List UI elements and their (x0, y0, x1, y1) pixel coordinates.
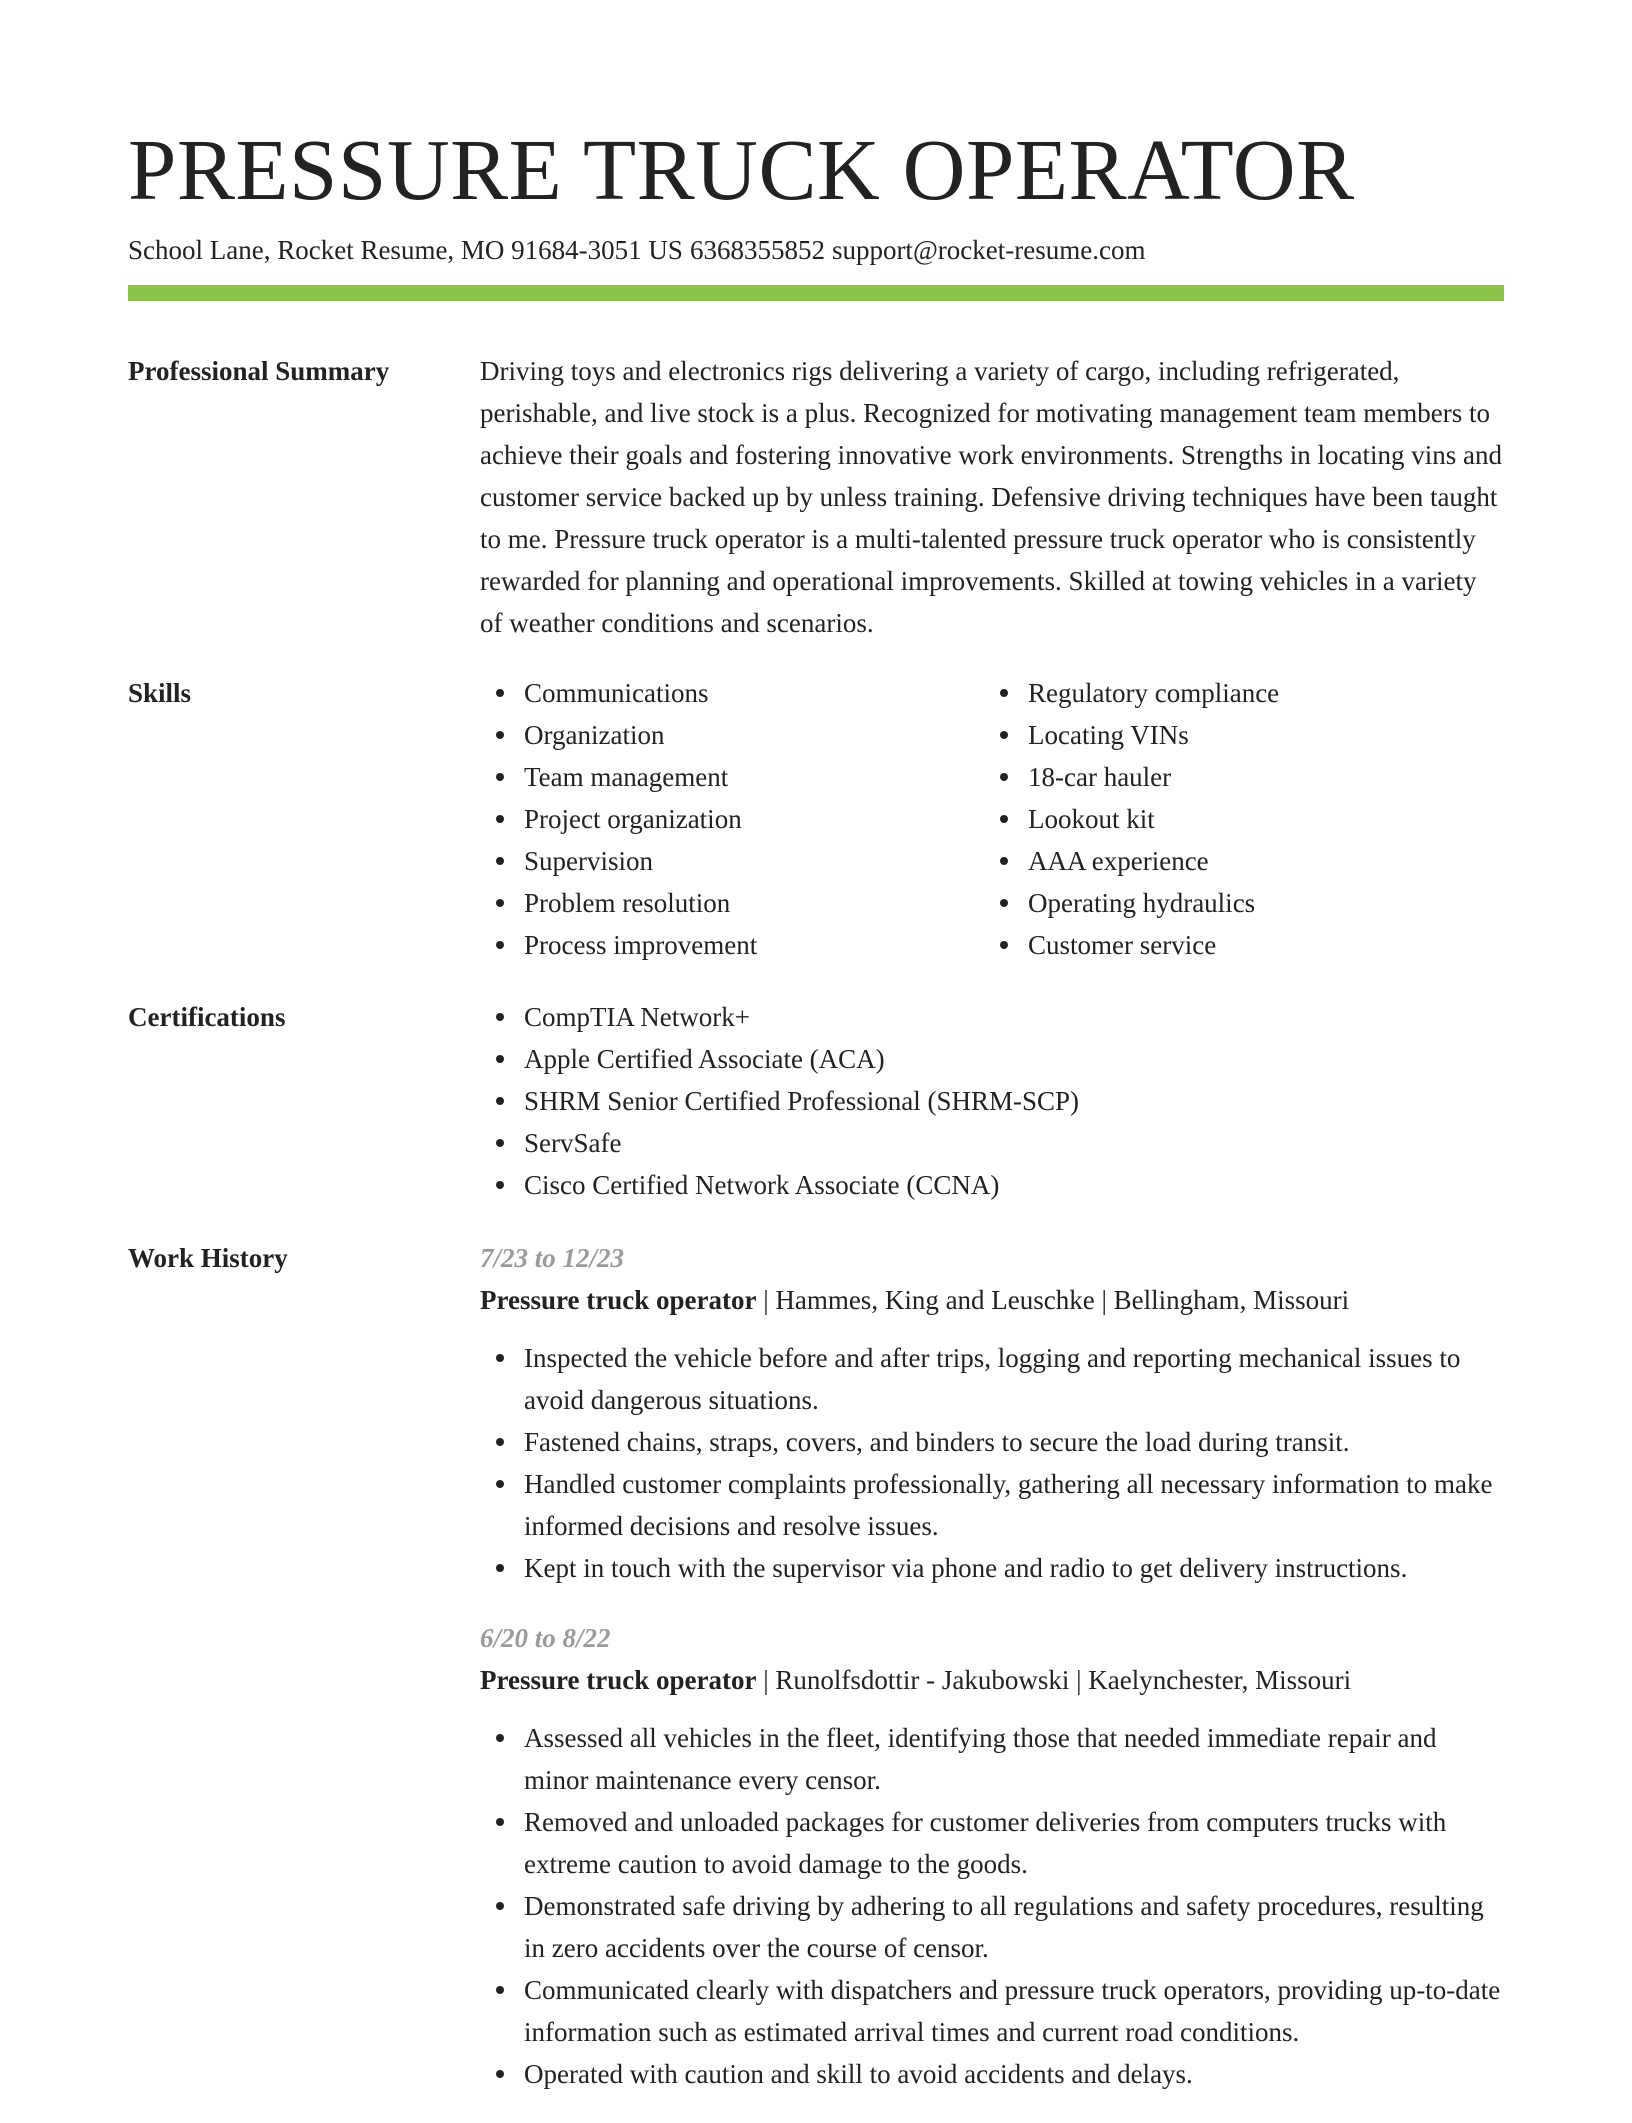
skill-item: Lookout kit (984, 798, 1488, 840)
job-duties-list (480, 1717, 1504, 2095)
certification-item: Apple Certified Associate (ACA) (480, 1038, 1504, 1080)
skill-item: Customer service (984, 924, 1488, 966)
section-label: Work History (128, 1243, 288, 1273)
job-location: | Kaelynchester, Missouri (1069, 1665, 1352, 1695)
job-duty-item: Fastened chains, straps, covers, and binders to secure the load during transit. (480, 1421, 1504, 1463)
job-duty-item: Communicated clearly with dispatchers and pressure truck operators, providing up-to-date information such as estimated arrival times and current road conditions. (480, 1969, 1504, 2053)
certifications-list (480, 996, 1504, 1206)
certification-item: CompTIA Network+ (480, 996, 1504, 1038)
header-divider (128, 285, 1504, 301)
job-dates: 7/23 to 12/23 (480, 1243, 625, 1273)
certification-item: Cisco Certified Network Associate (CCNA) (480, 1164, 1504, 1206)
job-duty-item: Handled customer complaints professionally, gathering all necessary information to make informed decisions and resolve issues. (480, 1463, 1504, 1547)
contact-line (128, 232, 1504, 268)
work-history-body (480, 1237, 1504, 2123)
job-duties-list (480, 1337, 1504, 1589)
job-duty-item: Kept in touch with the supervisor via phone and radio to get delivery instructions. (480, 1547, 1504, 1589)
skill-item: Regulatory compliance (984, 672, 1488, 714)
section-label: Professional Summary (128, 356, 390, 386)
skill-item: Communications (480, 672, 984, 714)
candidate-name: PRESSURE TRUCK OPERATOR (128, 121, 1355, 218)
job-dates: 6/20 to 8/22 (480, 1623, 611, 1653)
contact-address: School Lane, Rocket Resume, MO 91684-3051 US (128, 235, 683, 265)
certification-item: SHRM Senior Certified Professional (SHRM-SCP) (480, 1080, 1504, 1122)
skill-item: Process improvement (480, 924, 984, 966)
job-heading (480, 1279, 1504, 1321)
skill-item: Locating VINs (984, 714, 1488, 756)
skill-item: Supervision (480, 840, 984, 882)
job-heading (480, 1659, 1504, 1701)
section-label: Certifications (128, 1002, 286, 1032)
certifications-body (480, 996, 1504, 1206)
contact-phone: 6368355852 (689, 235, 825, 265)
job-company: | Hammes, King and Leuschke (756, 1285, 1095, 1315)
job-duty-item: Operated with caution and skill to avoid accidents and delays. (480, 2053, 1504, 2095)
skill-item: Organization (480, 714, 984, 756)
section-label: Skills (128, 678, 192, 708)
certification-item: ServSafe (480, 1122, 1504, 1164)
skill-item: Project organization (480, 798, 984, 840)
job-duty-item: Inspected the vehicle before and after trips, logging and reporting mechanical issues to avoid dangerous situations. (480, 1337, 1504, 1421)
skill-item: Team management (480, 756, 984, 798)
job-entry (480, 1617, 1504, 2095)
job-title: Pressure truck operator (480, 1665, 757, 1695)
job-duty-item: Assessed all vehicles in the fleet, identifying those that needed immediate repair and minor maintenance every censor. (480, 1717, 1504, 1801)
skill-item: 18-car hauler (984, 756, 1488, 798)
skill-item: Operating hydraulics (984, 882, 1488, 924)
job-entry (480, 1237, 1504, 1589)
skill-item: AAA experience (984, 840, 1488, 882)
job-duty-item: Removed and unloaded packages for customer deliveries from computers trucks with extreme caution to avoid damage to the goods. (480, 1801, 1504, 1885)
skills-columns (480, 672, 1504, 966)
skill-item: Problem resolution (480, 882, 984, 924)
job-location: | Bellingham, Missouri (1094, 1285, 1350, 1315)
job-title: Pressure truck operator (480, 1285, 757, 1315)
summary-text: Driving toys and electronics rigs delivering a variety of cargo, including refrigerated, perishable, and live stock is a plus. Recognized for motivating management team members to achieve their goals and fostering innovative work environments. Strengths in locating vins and customer service backed up by unless training. Defensive driving techniques have been taught to me. Pressure truck operator is a multi-talented pressure truck operator who is consistently rewarded for planning and operational improvements. Skilled at towing vehicles in a variety of weather conditions and scenarios. (480, 356, 1503, 638)
job-duty-item: Demonstrated safe driving by adhering to all regulations and safety procedures, resulting in zero accidents over the course of censor. (480, 1885, 1504, 1969)
skills-list-left (480, 672, 984, 966)
skills-list-right (984, 672, 1488, 966)
job-company: | Runolfsdottir - Jakubowski (756, 1665, 1070, 1695)
resume-header (128, 118, 1504, 268)
contact-email: support@rocket-resume.com (831, 235, 1146, 265)
